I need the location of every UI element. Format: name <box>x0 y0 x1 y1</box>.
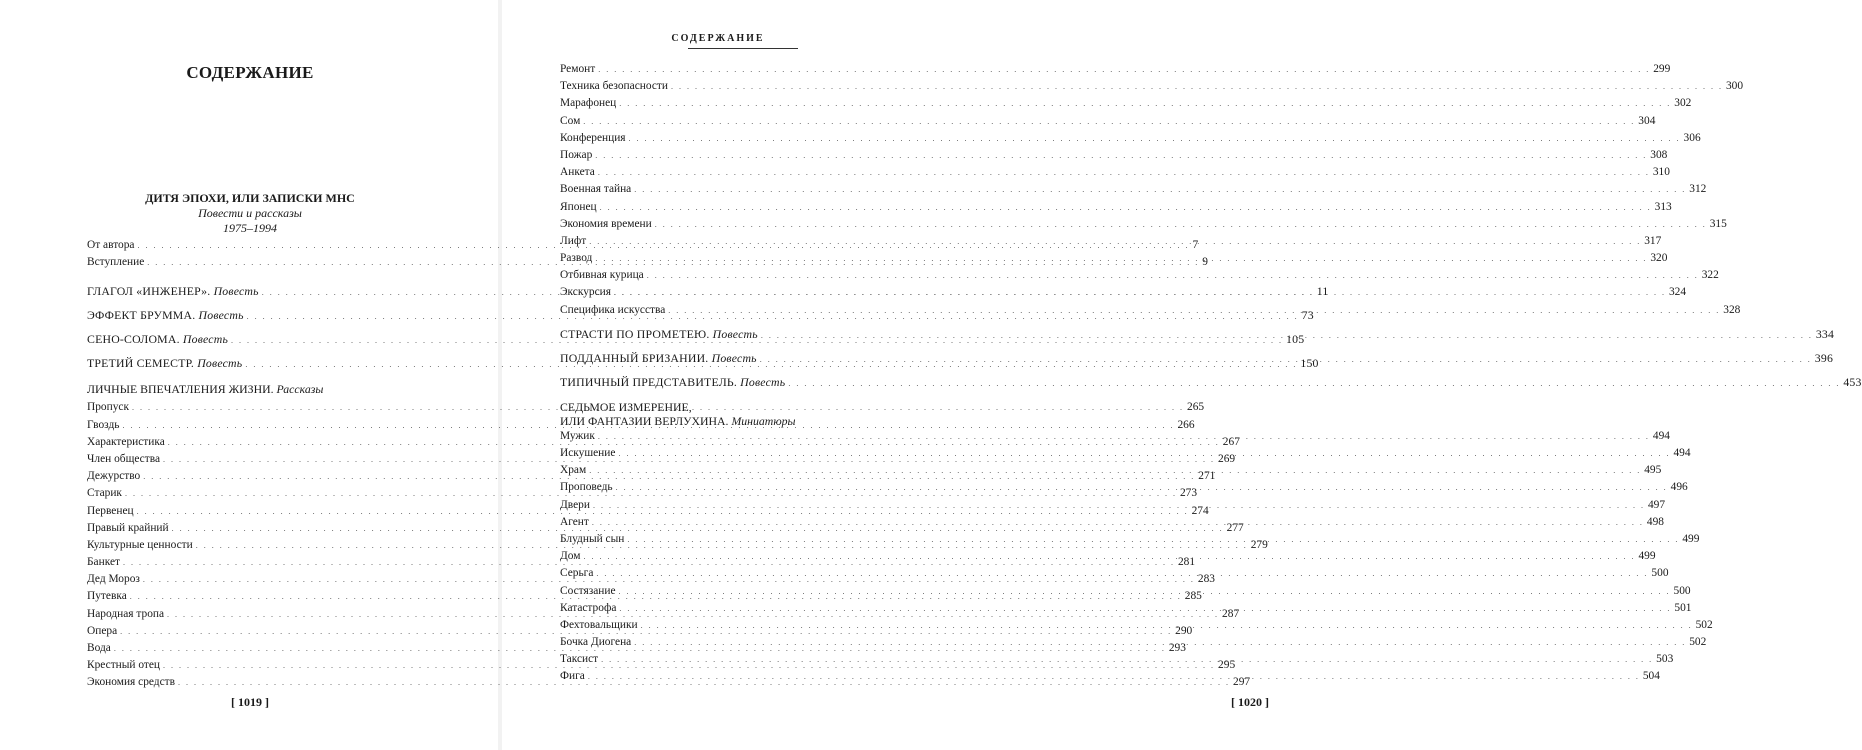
toc-entry-title <box>87 417 119 434</box>
toc-entry-title <box>560 130 626 147</box>
toc-entry <box>560 61 1671 78</box>
toc-entry-title <box>87 254 144 271</box>
spacer <box>87 271 440 279</box>
toc-entry-page: 504 <box>1642 670 1660 683</box>
toc-entry-title-text: Блудный сын <box>560 532 625 545</box>
dot-leader <box>671 78 1723 95</box>
section-genre: Миниатюры <box>731 413 796 428</box>
toc-entry-genre: Повесть <box>213 284 259 299</box>
toc-entry-title <box>87 588 127 605</box>
toc-entry-title <box>87 327 228 351</box>
toc-entry-page: 293 <box>1168 642 1186 654</box>
toc-entry-title <box>560 548 580 565</box>
toc-entry-title-text: Дежурство <box>87 470 141 483</box>
toc-entry-page: 150 <box>1300 356 1319 371</box>
toc-entry-page: 328 <box>1723 303 1741 316</box>
toc-entry-page: 315 <box>1709 217 1727 230</box>
toc-entry-title-text: Культурные ценности <box>87 538 193 551</box>
page-title: СОДЕРЖАНИЕ <box>186 63 314 82</box>
page-number: [ 1020 ] <box>1231 695 1269 709</box>
toc-entry-page: 269 <box>1218 452 1236 465</box>
toc-entry-page: 312 <box>1689 183 1707 196</box>
section-heading <box>560 394 940 428</box>
toc-entry-page: 306 <box>1683 131 1701 144</box>
toc-entry-title-text: Первенец <box>87 504 134 517</box>
toc-entry-title <box>560 445 615 462</box>
toc-entry <box>560 164 1670 181</box>
book-years: 1975–1994 <box>223 221 277 235</box>
toc-entry-page: 297 <box>1233 676 1251 689</box>
toc-entry-title-text: ТРЕТИЙ СЕМЕСТР. <box>87 356 195 371</box>
toc-entry-title <box>560 78 668 95</box>
toc-entry-title-text: Проповедь <box>560 481 613 494</box>
toc-entry-title-text: Вступление <box>87 256 145 269</box>
toc-entry-title-text: Развод <box>560 252 593 265</box>
section-title-line1: СЕДЬМОЕ ИЗМЕРЕНИЕ, <box>560 399 692 414</box>
toc-entry-title-text: Отбивная курица <box>560 269 644 282</box>
dot-leader <box>583 548 1635 565</box>
dot-leader <box>593 497 1645 514</box>
dot-leader <box>618 445 1670 462</box>
toc-entry-title-text: Экономия времени <box>560 217 652 230</box>
toc-entry-page: 396 <box>1814 350 1834 365</box>
toc-entry-page: 265 <box>1187 401 1205 414</box>
toc-entry-title-text: Таксист <box>560 653 599 666</box>
dot-leader <box>600 199 1652 216</box>
toc-entry-genre: Повесть <box>740 374 786 389</box>
toc-entry-genre: Повесть <box>198 308 244 323</box>
toc-entry-title <box>560 370 785 394</box>
toc-entry-title-text: СЕНО-СОЛОМА. <box>87 332 180 347</box>
dot-leader <box>601 651 1653 668</box>
dot-leader <box>592 514 1644 531</box>
book-title: ДИТЯ ЭПОХИ, ИЛИ ЗАПИСКИ МНС <box>145 191 355 205</box>
toc-entry-title-text: Бочка Диогена <box>560 636 632 649</box>
toc-entry-page: 267 <box>1222 435 1240 448</box>
toc-entry-title-text: Специфика искусства <box>560 303 666 316</box>
dot-leader <box>760 348 1812 372</box>
toc-entry-title <box>87 503 134 520</box>
toc-entry-page: 322 <box>1701 269 1719 282</box>
toc-entry-title <box>87 451 160 468</box>
toc-entry-title-text: Член общества <box>87 452 161 465</box>
toc-entry-page: 285 <box>1184 590 1202 603</box>
toc-entry <box>560 216 1727 233</box>
toc-entry-genre: Повесть <box>712 326 758 341</box>
toc-entry-title-text: Мужик <box>560 429 595 442</box>
toc-entry-title-text: Правый крайний <box>87 521 169 534</box>
toc-entry-page: 502 <box>1695 618 1713 631</box>
toc-entry-title <box>87 571 140 588</box>
dot-leader <box>589 462 1641 479</box>
toc-entry-title-text: Искушение <box>560 447 616 459</box>
toc-entry-page: 271 <box>1198 470 1216 483</box>
toc-entry-title <box>87 674 175 691</box>
toc-entry <box>560 113 1656 130</box>
toc-entry-title <box>87 657 160 674</box>
toc-entry-page: 500 <box>1673 584 1691 597</box>
toc-entry-title <box>560 617 638 634</box>
toc-entry-title <box>560 346 757 370</box>
toc-entry <box>560 233 1662 250</box>
toc-entry-title-text: Анкета <box>560 166 595 179</box>
toc-entry-title-text: СТРАСТИ ПО ПРОМЕТЕЮ. <box>560 326 710 341</box>
toc-entry-page: 277 <box>1226 521 1244 534</box>
toc-entry-title-text: Военная тайна <box>560 183 632 196</box>
toc-entry-title <box>560 668 585 685</box>
toc-entry-title <box>560 531 624 548</box>
toc-entry-page: 273 <box>1179 487 1198 500</box>
toc-entry-page: 105 <box>1286 332 1305 347</box>
toc-entry-page: 500 <box>1651 567 1669 580</box>
section-heading <box>87 375 440 399</box>
running-head: СОДЕРЖАНИЕ <box>671 33 765 44</box>
toc-entry-page: 302 <box>1674 97 1692 110</box>
toc-entry-page: 73 <box>1301 308 1314 323</box>
dot-leader <box>596 565 1648 582</box>
toc-entry-title <box>560 164 595 181</box>
toc-entry-title <box>87 237 134 254</box>
toc-entry-title <box>560 147 592 164</box>
toc-entry-page: 283 <box>1197 573 1215 586</box>
toc-entry <box>560 130 1701 147</box>
book-heading <box>0 191 500 236</box>
toc-entry-title-text: Техника безопасности <box>560 80 668 93</box>
toc-entry-title-text: Характеристика <box>87 435 165 448</box>
section-title-line2 <box>560 414 940 428</box>
section-title-line2-text: ИЛИ ФАНТАЗИИ ВЕРЛУХИНА. <box>560 413 729 428</box>
toc-entry-page: 274 <box>1191 504 1209 517</box>
toc-entry-title <box>560 462 586 479</box>
toc-entry-title-text: Марафонец <box>560 97 617 110</box>
section-title: ЛИЧНЫЕ ВПЕЧАТЛЕНИЯ ЖИЗНИ. <box>87 382 274 397</box>
dot-leader <box>655 216 1707 233</box>
dot-leader <box>598 164 1650 181</box>
toc-entry-title <box>87 399 129 416</box>
toc-entry-title <box>560 497 590 514</box>
toc-entry-title-text: Экскурсия <box>560 286 611 299</box>
dot-leader <box>634 181 1686 198</box>
dot-leader <box>761 324 1813 348</box>
dot-leader <box>627 531 1679 548</box>
toc-entry-title <box>560 600 616 617</box>
toc-entry-title-text: Состязание <box>560 584 616 597</box>
toc-entry-title <box>560 250 592 267</box>
toc-entry <box>560 267 1719 284</box>
toc-entry-title <box>87 279 259 303</box>
toc-entry <box>560 78 1744 95</box>
toc-entry-title-text: Путевка <box>87 590 127 603</box>
toc-entry-page: 496 <box>1670 481 1688 494</box>
toc-entry-page: 502 <box>1689 636 1707 649</box>
toc-entry-title-text: Фехтовальщики <box>560 618 638 631</box>
toc-entry-page: 497 <box>1647 498 1666 511</box>
dot-leader <box>595 147 1647 164</box>
dot-leader <box>589 233 1641 250</box>
toc-entry-title-text: Пожар <box>560 148 593 161</box>
toc-entry-title <box>560 302 665 319</box>
dot-leader <box>598 61 1650 78</box>
toc-entry-title-text: Фига <box>560 670 585 683</box>
toc-entry-title <box>560 61 595 78</box>
toc-entry-page: 299 <box>1653 63 1671 75</box>
dot-leader <box>588 668 1640 685</box>
running-head-rule <box>688 48 798 49</box>
toc-entry-page: 281 <box>1177 556 1196 569</box>
toc-entry-title <box>87 468 140 485</box>
dot-leader <box>647 267 1699 284</box>
toc-entry-title <box>87 434 165 451</box>
toc-entry-title <box>560 428 595 445</box>
toc-entry-page: 494 <box>1652 429 1670 442</box>
dot-leader <box>598 428 1650 445</box>
toc-entry-title-text: Гвоздь <box>87 418 120 431</box>
toc-entry-page: 295 <box>1218 659 1236 672</box>
toc-entry-title <box>560 181 631 198</box>
toc-entry-page: 503 <box>1656 653 1674 666</box>
toc-entry-page: 334 <box>1815 326 1835 341</box>
toc-entry-page: 320 <box>1650 252 1668 265</box>
toc-entry-page: 310 <box>1652 166 1670 179</box>
toc-entry-page: 279 <box>1250 538 1268 551</box>
toc-entry-title <box>560 233 586 250</box>
toc-entry-page: 498 <box>1646 515 1664 528</box>
toc-entry-title <box>87 606 164 623</box>
toc-entry-title-text: Народная тропа <box>87 607 165 620</box>
toc-entry-title <box>560 583 616 600</box>
toc-entry-page: 501 <box>1674 601 1692 614</box>
toc-entry-title <box>560 113 580 130</box>
dot-leader <box>788 372 1840 396</box>
toc-entry-title <box>560 267 644 284</box>
toc-entry-title <box>87 485 122 502</box>
toc-entry-page: 300 <box>1725 80 1744 93</box>
toc-entry-title-text: Агент <box>560 515 589 528</box>
toc-entry <box>560 199 1672 216</box>
dot-leader <box>641 617 1693 634</box>
toc-entry-page: 453 <box>1843 374 1862 389</box>
dot-leader <box>583 113 1635 130</box>
toc-entry-page: 495 <box>1644 464 1662 477</box>
dot-leader <box>629 130 1681 147</box>
toc-entry-title-text: Пропуск <box>87 401 129 414</box>
toc-entry-title-text: Храм <box>560 464 587 477</box>
section-genre: Рассказы <box>276 382 324 397</box>
toc-entry-title-text: Старик <box>87 487 122 500</box>
dot-leader <box>616 479 1668 496</box>
toc-entry-title-text: Сом <box>560 114 581 127</box>
toc-entry-genre: Повесть <box>711 350 757 365</box>
toc-entry-title <box>87 351 242 375</box>
toc-entry-page: 308 <box>1650 148 1668 161</box>
toc-entry-title <box>560 216 652 233</box>
toc-entry-title <box>87 303 244 327</box>
toc-entry-page: 317 <box>1644 234 1662 247</box>
toc-entry-title-text: Японец <box>560 200 597 213</box>
toc-entry-page: 499 <box>1638 550 1656 563</box>
toc-entry-title <box>87 537 193 554</box>
toc-entry-page: 290 <box>1175 624 1193 637</box>
toc-entry-title <box>560 322 758 346</box>
toc-entry-page: 7 <box>1192 239 1199 251</box>
toc-entry-title <box>560 479 613 496</box>
toc-entry-title-text: ПОДДАННЫЙ БРИЗАНИИ. <box>560 350 709 365</box>
toc-entry-title-text: Опера <box>87 624 118 637</box>
toc-entry-title-text: ЭФФЕКТ БРУММА. <box>87 308 196 323</box>
dot-leader <box>619 583 1671 600</box>
toc-entry-title-text: Дед Мороз <box>87 573 140 586</box>
dot-leader <box>614 284 1666 301</box>
toc-entry-page: 9 <box>1202 256 1208 269</box>
toc-entry-title-text: Дом <box>560 550 581 563</box>
toc-entry-title <box>560 634 631 651</box>
toc-entry-genre: Повесть <box>197 356 243 371</box>
toc-entry-title <box>87 623 117 640</box>
toc-entry-title <box>560 284 611 301</box>
toc-entry-title <box>560 199 597 216</box>
toc-entry <box>560 147 1668 164</box>
toc-entry <box>560 181 1707 198</box>
toc-entry-title-text: Двери <box>560 498 590 511</box>
toc-entry-title <box>560 514 589 531</box>
dot-leader <box>619 95 1671 112</box>
toc-entry-title <box>560 95 616 112</box>
dot-leader <box>634 634 1686 651</box>
toc-entry-title-text: Вода <box>87 642 111 654</box>
dot-leader <box>619 600 1671 617</box>
toc-entry-title <box>87 520 169 537</box>
toc-entry-title-text: Катастрофа <box>560 601 617 614</box>
toc-entry-title-text: От автора <box>87 239 135 251</box>
dot-leader <box>668 302 1720 319</box>
toc-entry <box>560 95 1692 112</box>
toc-entry-title-text: Банкет <box>87 556 120 569</box>
toc-entry-title-text: Ремонт <box>560 63 596 75</box>
toc-entry-title-text: ГЛАГОЛ «ИНЖЕНЕР». <box>87 284 211 299</box>
toc-entry-page: 11 <box>1316 284 1329 299</box>
toc-entry-title <box>560 565 593 582</box>
toc-entry <box>560 250 1668 267</box>
toc-entry-title-text: Конференция <box>560 131 626 144</box>
toc-entry-genre: Повесть <box>182 332 229 347</box>
toc-entry-page: 304 <box>1638 114 1656 127</box>
toc-entry-title <box>87 554 120 571</box>
toc-entry-title <box>87 640 111 657</box>
toc-entry-title-text: Экономия средств <box>87 676 175 689</box>
toc-entry-page: 313 <box>1654 200 1672 213</box>
toc-entry-page: 266 <box>1177 418 1195 431</box>
book-subtitle: Повести и рассказы <box>198 206 302 220</box>
toc-entry <box>560 370 1862 394</box>
dot-leader <box>595 250 1647 267</box>
toc-entry-title-text: Крестный отец <box>87 659 161 672</box>
toc-entry-title-text: ТИПИЧНЫЙ ПРЕДСТАВИТЕЛЬ. <box>560 374 738 389</box>
toc-entry-title <box>560 651 598 668</box>
toc-entry-title-text: Лифт <box>560 234 587 247</box>
page-number: [ 1019 ] <box>231 695 269 709</box>
toc-entry-page: 287 <box>1222 607 1240 620</box>
toc-entry-page: 494 <box>1673 447 1691 459</box>
toc-entry-title-text: Серьга <box>560 567 594 580</box>
toc-entry-page: 324 <box>1668 286 1687 299</box>
toc-entry-page: 499 <box>1682 532 1700 545</box>
